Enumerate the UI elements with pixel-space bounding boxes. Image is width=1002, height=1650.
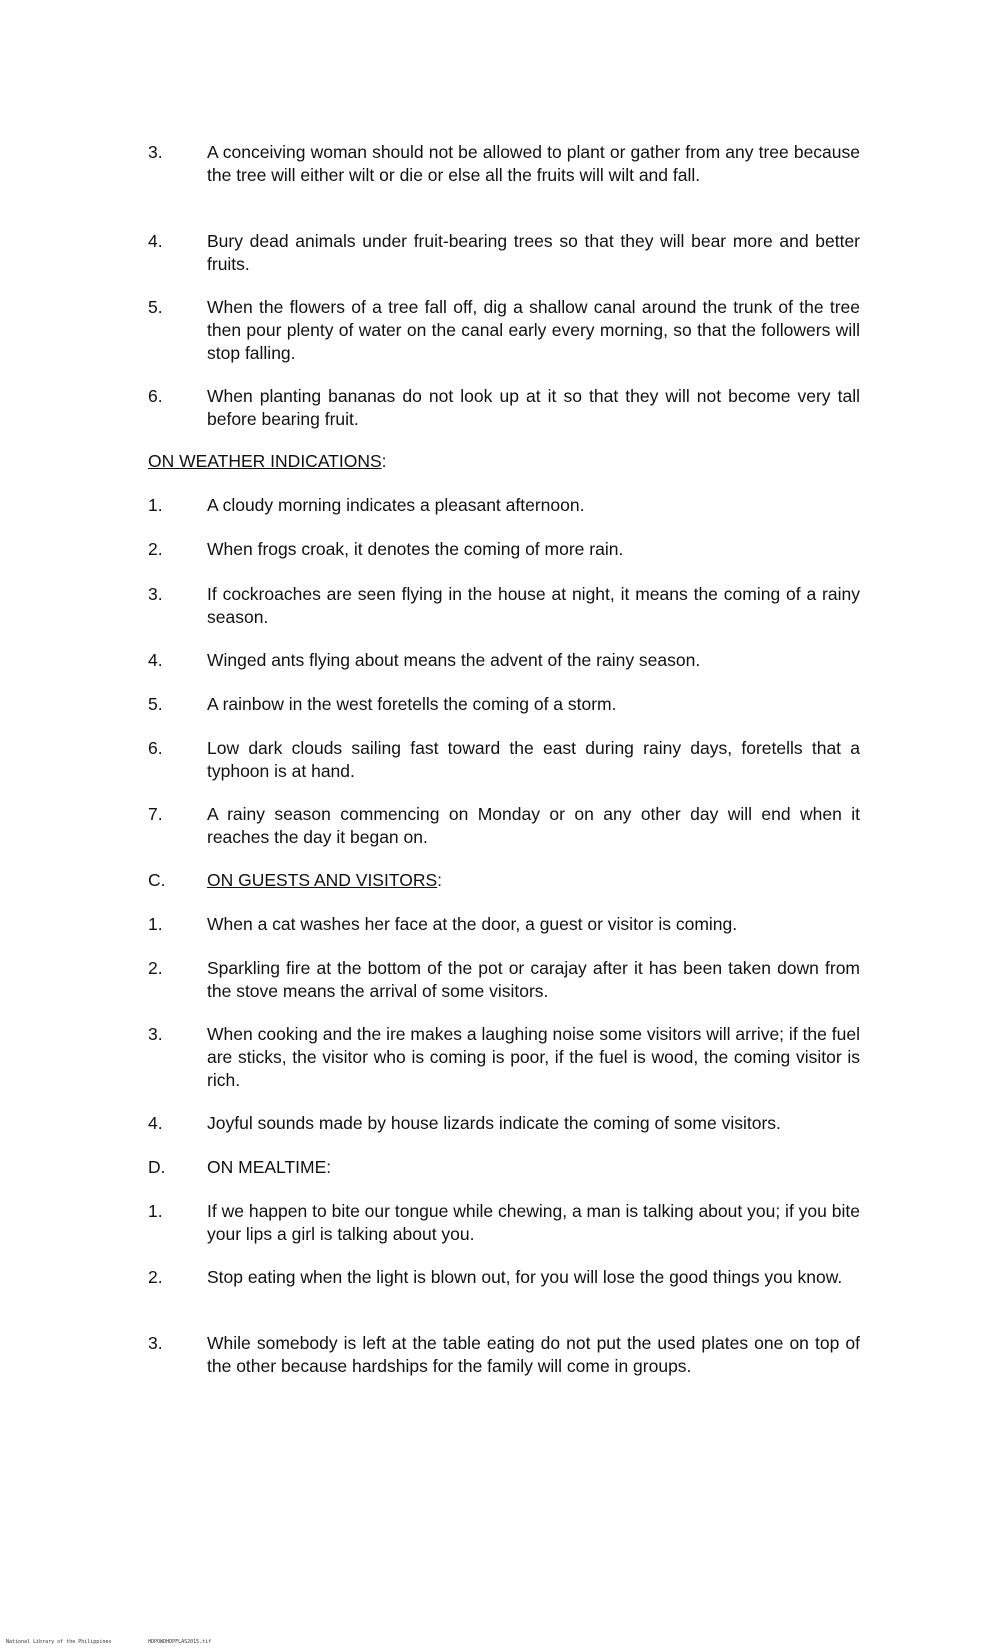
guests-heading-text: ON GUESTS AND VISITORS: [207, 870, 438, 890]
item-text: If cockroaches are seen flying in the house at night, it means the coming of a rainy season.: [207, 584, 860, 627]
item-text: When a cat washes her face at the door, a guest or visitor is coming.: [207, 914, 738, 934]
item-text: A rainy season commencing on Monday or on any other day will end when it reaches the day it began on.: [207, 804, 860, 847]
item-text: Joyful sounds made by house lizards indicate the coming of some visitors.: [207, 1113, 781, 1133]
item-number: 2.: [148, 1267, 163, 1287]
item-number: 2.: [148, 539, 163, 559]
item-number: 5.: [148, 297, 163, 317]
item-number: 4.: [148, 1113, 163, 1133]
item-number: 3.: [148, 142, 163, 162]
item-text: Stop eating when the light is blown out, for you will lose the good things you know.: [207, 1267, 843, 1287]
item-number: 4.: [148, 231, 163, 251]
item-text: Low dark clouds sailing fast toward the east during rainy days, foretells that a typhoon is at hand.: [207, 738, 860, 781]
guests-heading-colon: :: [437, 870, 443, 890]
section-letter: D.: [148, 1157, 166, 1177]
item-number: 5.: [148, 694, 163, 714]
item-number: 1.: [148, 495, 163, 515]
item-text: While somebody is left at the table eating do not put the used plates one on top of the other because hardships for the family will come in groups.: [207, 1333, 860, 1376]
item-text: A conceiving woman should not be allowed to plant or gather from any tree because the tree will either wilt or die or else all the fruits will wilt and fall.: [207, 142, 860, 185]
item-text: When planting bananas do not look up at it so that they will not become very tall before bearing fruit.: [207, 386, 860, 429]
item-text: When cooking and the ire makes a laughing noise some visitors will arrive; if the fuel are sticks, the visitor who is coming is poor, if the fuel is wood, the coming visitor is rich.: [207, 1024, 860, 1090]
footer-library-stamp: National Library of the Philippines: [6, 1639, 112, 1645]
item-number: 7.: [148, 804, 163, 824]
weather-heading-text: ON WEATHER INDICATIONS: [148, 451, 382, 471]
item-number: 4.: [148, 650, 163, 670]
item-text: If we happen to bite our tongue while chewing, a man is talking about you; if you bite your lips a girl is talking about you.: [207, 1201, 860, 1244]
item-number: 6.: [148, 738, 163, 758]
item-text: When frogs croak, it denotes the coming of more rain.: [207, 539, 624, 559]
item-number: 3.: [148, 1333, 163, 1353]
item-number: 1.: [148, 1201, 163, 1221]
item-text: A rainbow in the west foretells the coming of a storm.: [207, 694, 617, 714]
item-text: When the flowers of a tree fall off, dig a shallow canal around the trunk of the tree then pour plenty of water on the canal early every morning, so that the followers will stop falling.: [207, 297, 860, 363]
item-text: Bury dead animals under fruit-bearing trees so that they will bear more and better fruits.: [207, 231, 860, 274]
item-text: A cloudy morning indicates a pleasant afternoon.: [207, 495, 585, 515]
item-number: 2.: [148, 958, 163, 978]
mealtime-heading-text: ON MEALTIME:: [207, 1157, 332, 1177]
item-number: 3.: [148, 584, 163, 604]
item-text: Sparkling fire at the bottom of the pot or carajay after it has been taken down from the stove means the arrival of some visitors.: [207, 958, 860, 1001]
section-letter: C.: [148, 870, 166, 890]
weather-heading-colon: :: [381, 451, 387, 471]
item-number: 3.: [148, 1024, 163, 1044]
item-number: 1.: [148, 914, 163, 934]
footer-file-name: HDPOWDHDPFLAS2015.tif: [148, 1639, 212, 1645]
item-number: 6.: [148, 386, 163, 406]
item-text: Winged ants flying about means the advent of the rainy season.: [207, 650, 701, 670]
